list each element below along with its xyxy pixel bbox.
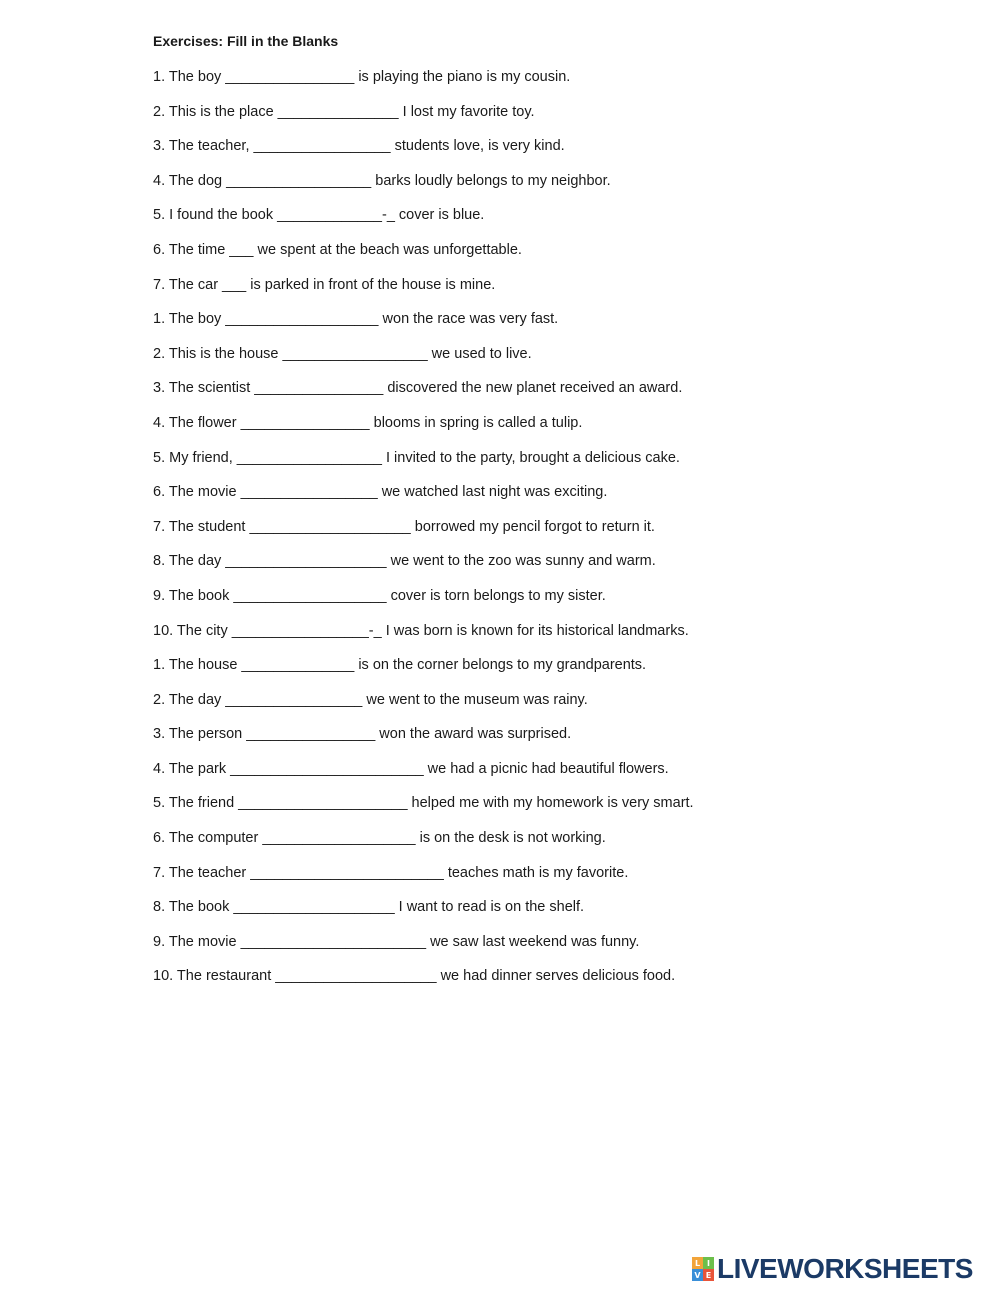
exercise-line: 2. The day _________________ we went to the museum was rainy. xyxy=(153,691,588,708)
exercise-line: 10. The city _________________-_ I was born is known for its historical landmarks. xyxy=(153,622,689,639)
exercise-list xyxy=(153,68,953,1002)
exercise-line: 1. The boy ___________________ won the race was very fast. xyxy=(153,311,559,328)
exercise-line: 5. I found the book _____________-_ cover is blue. xyxy=(153,207,485,224)
exercise-line: 7. The car ___ is parked in front of the house is mine. xyxy=(153,276,496,293)
logo-text: LIVEWORKSHEETS xyxy=(717,1253,973,1284)
liveworksheets-logo-icon xyxy=(692,1257,714,1281)
exercise-line: 7. The teacher ________________________ teaches math is my favorite. xyxy=(153,864,629,881)
page-title: Exercises: Fill in the Blanks xyxy=(153,33,339,49)
exercise-line: 7. The student ____________________ borrowed my pencil forgot to return it. xyxy=(153,518,655,535)
logo-tile: E xyxy=(703,1269,714,1281)
exercise-line: 5. The friend _____________________ helped me with my homework is very smart. xyxy=(153,795,694,812)
exercise-line: 6. The movie _________________ we watched last night was exciting. xyxy=(153,484,608,501)
exercise-line: 1. The house ______________ is on the corner belongs to my grandparents. xyxy=(153,657,647,674)
liveworksheets-logo xyxy=(692,1253,973,1285)
logo-tile: V xyxy=(692,1269,703,1281)
exercise-line: 4. The flower ________________ blooms in spring is called a tulip. xyxy=(153,414,583,431)
logo-tile: L xyxy=(692,1257,703,1269)
exercise-line: 6. The computer ___________________ is on the desk is not working. xyxy=(153,830,606,847)
exercise-line: 6. The time ___ we spent at the beach was unforgettable. xyxy=(153,241,522,258)
exercise-line: 9. The movie _______________________ we saw last weekend was funny. xyxy=(153,933,640,950)
exercise-line: 3. The scientist ________________ discovered the new planet received an award. xyxy=(153,380,683,397)
logo-tile: I xyxy=(703,1257,714,1269)
exercise-line: 8. The book ____________________ I want to read is on the shelf. xyxy=(153,899,585,916)
exercise-line: 4. The dog __________________ barks loudly belongs to my neighbor. xyxy=(153,172,611,189)
exercise-line: 5. My friend, __________________ I invited to the party, brought a delicious cake. xyxy=(153,449,680,466)
exercise-line: 8. The day ____________________ we went to the zoo was sunny and warm. xyxy=(153,553,656,570)
exercise-line: 2. This is the house __________________ we used to live. xyxy=(153,345,532,362)
exercise-line: 9. The book ___________________ cover is torn belongs to my sister. xyxy=(153,587,606,604)
exercise-line: 3. The teacher, _________________ students love, is very kind. xyxy=(153,138,565,155)
exercise-line: 10. The restaurant ____________________ we had dinner serves delicious food. xyxy=(153,968,676,985)
exercise-line: 4. The park ________________________ we had a picnic had beautiful flowers. xyxy=(153,760,669,777)
exercise-line: 1. The boy ________________ is playing the piano is my cousin. xyxy=(153,69,571,85)
exercise-line: 2. This is the place _______________ I lost my favorite toy. xyxy=(153,103,535,120)
exercise-line: 3. The person ________________ won the award was surprised. xyxy=(153,726,572,743)
